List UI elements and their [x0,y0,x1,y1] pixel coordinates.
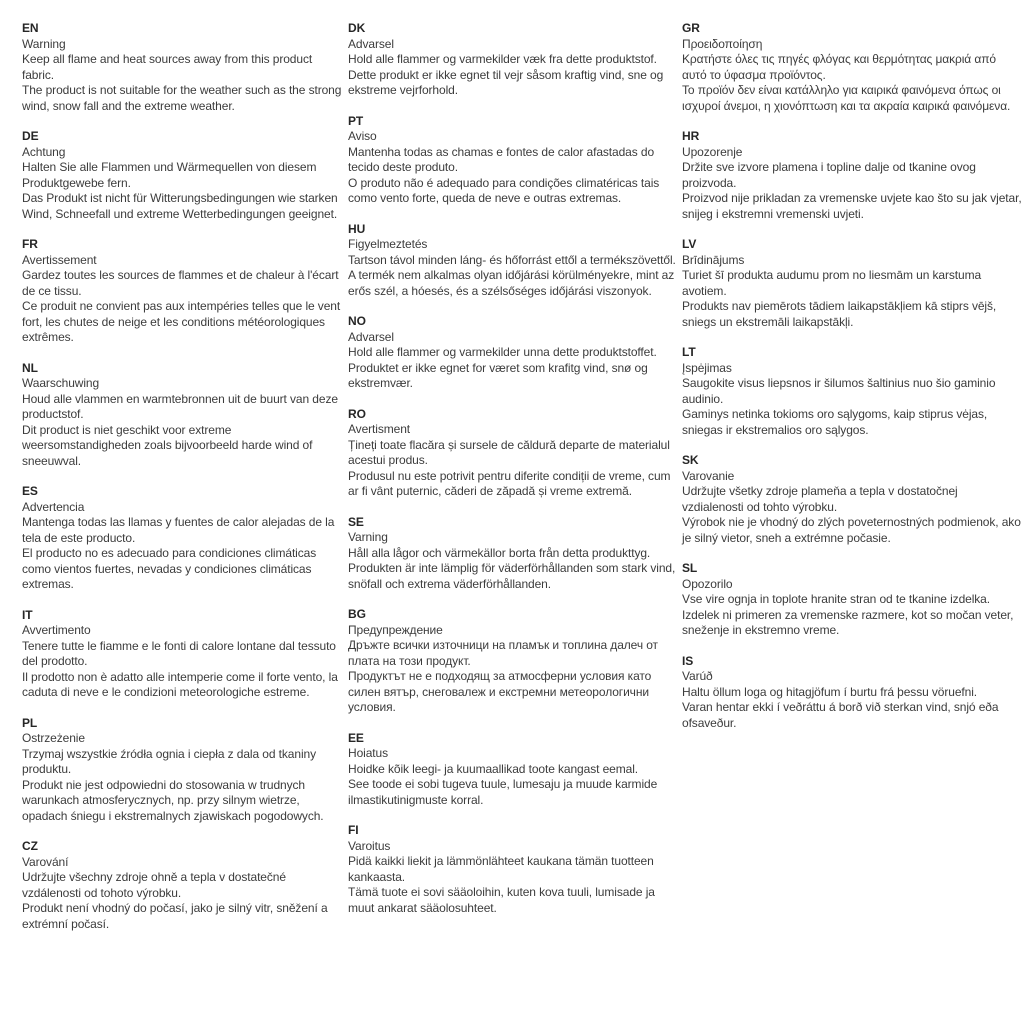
warning-sentence: Výrobok nie je vhodný do zlých poveternostných podmienok, ako je silný vietor, sneh a extrémne počasie. [682,515,1021,545]
language-section [348,515,680,593]
language-code: PT [348,113,364,128]
section-body [22,160,346,222]
language-section [348,314,680,392]
warning-sentence: Produktet er ikke egnet for været som krafitg vind, snø og ekstremvær. [348,360,648,390]
warning-sentence: The product is not suitable for the weather such as the strong wind, snow fall and the extreme weather. [22,83,342,113]
warning-sentence: Hoidke kõik leegi- ja kuumaallikad toote kangast eemal. [348,761,638,776]
warning-title: Advertencia [22,499,85,514]
warning-title: Varování [22,854,69,869]
section-body [682,592,1022,639]
language-section [682,654,1022,732]
language-section [682,21,1022,114]
language-section [22,129,346,222]
language-code: PL [22,715,38,730]
language-code: FI [348,823,359,837]
warning-title: Opozorilo [682,576,733,591]
warning-sentence: Udržujte všetky zdroje plameňa a tepla v dostatočnej vzdialenosti od tohto výrobku. [682,484,958,514]
language-code: CZ [22,839,38,853]
language-code: EN [22,21,39,35]
language-section [348,222,680,300]
warning-sentence: Gardez toutes les sources de flammes et de chaleur à l'écart de ce tissu. [22,268,339,298]
column-2 [348,21,682,1024]
section-body [22,268,346,346]
warning-sentence: Tämä tuote ei sovi sääoloihin, kuten kova tuuli, lumisade ja muut ankarat sääolosuhteet. [348,885,655,915]
warning-sentence: Mantenha todas as chamas e fontes de calor afastadas do tecido deste produto. [348,144,655,174]
warning-sentence: Trzymaj wszystkie źródła ognia i ciepła z dala od tkaniny produktu. [22,746,316,776]
language-code: NL [22,360,38,375]
warning-sentence: Produkt nie jest odpowiedni do stosowania w trudnych warunkach atmosferycznych, np. przy silnym wietrze, opadach śniegu i ekstremalnych zjawiskach pogodowych. [22,777,324,823]
language-code: ES [22,484,38,498]
language-code: RO [348,406,366,421]
language-code: DK [348,21,366,35]
warning-sentence: Produkten är inte lämplig för väderförhållanden som stark vind, snöfall och extrema väderförhållanden. [348,561,676,591]
warning-sentence: Țineți toate flacăra și sursele de căldură departe de materialul acestui produs. [348,437,670,467]
language-section [22,21,346,114]
section-body [22,747,346,825]
warning-sentence: Il prodotto non è adatto alle intemperie come il forte vento, la caduta di neve e le condizioni meteorologiche estreme. [22,669,338,699]
warning-title: Varúð [682,669,713,683]
section-body [348,145,680,207]
warning-sentence: Dette produkt er ikke egnet til vejr såsom kraftig vind, sne og ekstreme vejrforhold. [348,67,664,97]
language-section [22,237,346,346]
language-section [348,114,680,207]
language-code: FR [22,237,38,251]
warning-sentence: Houd alle vlammen en warmtebronnen uit de buurt van deze productstof. [22,391,338,421]
warning-sentence: Produsul nu este potrivit pentru diferite condiții de vreme, cum ar fi vânt puternic, căderi de zăpadă și vreme extremă. [348,468,671,498]
language-code: SE [348,514,364,529]
warning-title: Achtung [22,144,66,159]
warning-sentence: Håll alla lågor och värmekällor borta från detta produkttyg. [348,545,651,560]
section-body [22,639,346,701]
warning-sentence: Das Produkt ist nicht für Witterungsbedingungen wie starken Wind, Schneefall und extreme Wetterbedingungen geeignet. [22,191,338,221]
language-code: IT [22,607,33,622]
language-section [22,484,346,593]
warning-sentence: Vse vire ognja in toplote hranite stran od te tkanine izdelka. [682,592,990,606]
warning-sentence: Mantenga todas las llamas y fuentes de calor alejadas de la tela de este producto. [22,515,335,545]
warning-sentence: Dit product is niet geschikt voor extreme weersomstandigheden zoals bijvoorbeeld harde wind of sneeuwval. [22,422,313,468]
section-body [348,854,680,916]
section-body [348,253,680,300]
warning-sentence: Produkts nav piemērots tādiem laikapstākļiem kā stiprs vējš, sniegs un ekstremāli laikapstākļi. [682,299,997,329]
warning-title: Advarsel [348,329,394,344]
language-section [22,716,346,825]
warning-title: Предупреждение [348,622,443,637]
warning-title: Upozorenje [682,144,743,159]
section-body [682,160,1022,222]
language-section [22,839,346,932]
warning-sentence: Κρατήστε όλες τις πηγές φλόγας και θερμότητας μακριά από αυτό το ύφασμα προϊόντος. [682,52,996,82]
section-body [348,762,680,809]
language-code: GR [682,21,700,35]
section-body [22,515,346,593]
warning-sentence: Proizvod nije prikladan za vremenske uvjete kao što su jak vjetar, snijeg i ekstremni vremenski uvjeti. [682,191,1022,221]
warning-title: Avvertimento [22,623,91,637]
language-section [348,21,680,99]
warning-title: Advarsel [348,36,394,51]
language-code: BG [348,607,366,621]
section-body [682,268,1022,330]
language-section [682,129,1022,222]
warning-sentence: Varan hentar ekki í veðráttu á borð við sterkan vind, snjó eða ofsaveður. [682,700,999,730]
warning-sentence: Hold alle flammer og varmekilder væk fra dette produktstof. [348,52,657,66]
section-body [348,638,680,716]
warning-sentence: Tartson távol minden láng- és hőforrást ettől a termékszövettől. [348,252,676,267]
column-3 [682,21,1024,1024]
warning-sentence: See toode ei sobi tugeva tuule, lumesaju ja muude karmide ilmastikutinigmuste korral. [348,777,658,807]
language-code: LT [682,345,696,359]
language-section [348,823,680,916]
warning-title: Avertisment [348,422,411,436]
warning-sentence: Izdelek ni primeren za vremenske razmere, kot so močan veter, sneženje in ekstremno vreme. [682,607,1014,637]
language-section [22,361,346,470]
language-code: IS [682,653,694,668]
warning-sentence: Pidä kaikki liekit ja lämmönlähteet kaukana tämän tuotteen kankaasta. [348,854,654,884]
language-section [348,607,680,716]
warning-title: Įspėjimas [682,360,732,375]
warning-sentence: Turiet šī produkta audumu prom no liesmām un karstuma avotiem. [682,268,982,298]
warning-sentence: Saugokite visus liepsnos ir šilumos šaltinius nuo šio gaminio audinio. [682,376,996,406]
warning-sentence: Ce produit ne convient pas aux intempéries telles que le vent fort, les chutes de neige et les conditions météorologiques extrêmes. [22,299,341,344]
warning-sentence: Halten Sie alle Flammen und Wärmequellen von diesem Produktgewebe fern. [22,160,317,190]
section-body [682,484,1022,546]
section-body [348,345,680,392]
section-body [682,52,1022,114]
section-body [348,546,680,593]
warning-sentence: Дръжте всички източници на пламък и топлина далеч от плата на този продукт. [348,638,658,668]
warning-title: Waarschuwing [22,376,100,390]
warning-title: Aviso [348,129,377,143]
warning-sentence: Το προϊόν δεν είναι κατάλληλο για καιρικά φαινόμενα όπως οι ισχυροί άνεμοι, η χιονόπτωση και τα ακραία καιρικά φαινόμενα. [682,83,1011,113]
column-1 [22,21,348,1024]
language-code: SL [682,561,698,575]
warning-sentence: Udržujte všechny zdroje ohně a tepla v dostatečné vzdálenosti od tohoto výrobku. [22,870,286,900]
warning-sentence: Produkt není vhodný do počasí, jako je silný vitr, sněžení a extrémní počasí. [22,901,328,931]
warning-sentence: O produto não é adequado para condições climatéricas tais como vento forte, queda de neve e outras extremas. [348,175,660,205]
warning-sentence: Hold alle flammer og varmekilder unna dette produktstoffet. [348,345,657,359]
language-section [682,345,1022,438]
warning-title: Varovanie [682,468,735,483]
section-body [22,870,346,932]
warning-sentence: Keep all flame and heat sources away from this product fabric. [22,52,313,82]
language-code: HR [682,129,700,143]
language-code: SK [682,453,699,467]
section-body [682,376,1022,438]
warning-title: Ostrzeżenie [22,731,85,745]
warning-title: Warning [22,36,66,51]
language-section [22,608,346,701]
language-section [348,407,680,500]
section-body [348,52,680,99]
language-section [682,237,1022,330]
warning-sentence: El producto no es adecuado para condiciones climáticas como vientos fuertes, nevadas y condiciones climáticas extremas. [22,546,317,591]
warning-sentence: A termék nem alkalmas olyan időjárási körülményekre, mint az erős szél, a hóesés, és a szélsőséges időjárási viszonyok. [348,268,675,298]
language-code: EE [348,730,364,745]
warning-sentence: Gaminys netinka tokioms oro sąlygoms, kaip stiprus vėjas, sniegas ir ekstremalios oro sąlygos. [682,407,988,437]
warning-title: Figyelmeztetés [348,237,428,251]
section-body [682,685,1022,732]
warning-sentence: Продуктът не е подходящ за атмосферни условия като силен вятър, снеговалеж и екстремни метеорологични условия. [348,669,652,714]
warning-title: Προειδοποίηση [682,36,763,51]
warning-title: Avertissement [22,252,97,267]
warning-title: Varning [348,530,388,544]
section-body [348,438,680,500]
language-code: DE [22,129,39,143]
language-code: NO [348,314,366,328]
warning-title: Varoitus [348,838,391,853]
warning-sentence: Haltu öllum loga og hitagjöfum í burtu frá þessu vöruefni. [682,684,978,699]
section-body [22,392,346,470]
warning-title: Hoiatus [348,746,388,760]
warning-title: Brīdinājums [682,252,745,267]
language-code: LV [682,237,697,251]
language-section [682,453,1022,546]
warning-sentence: Tenere tutte le fiamme e le fonti di calore lontane dal tessuto del prodotto. [22,638,336,668]
language-section [348,731,680,809]
section-body [22,52,346,114]
warning-sentence: Držite sve izvore plamena i topline dalje od tkanine ovog proizvoda. [682,160,976,190]
language-code: HU [348,221,366,236]
language-section [682,561,1022,639]
